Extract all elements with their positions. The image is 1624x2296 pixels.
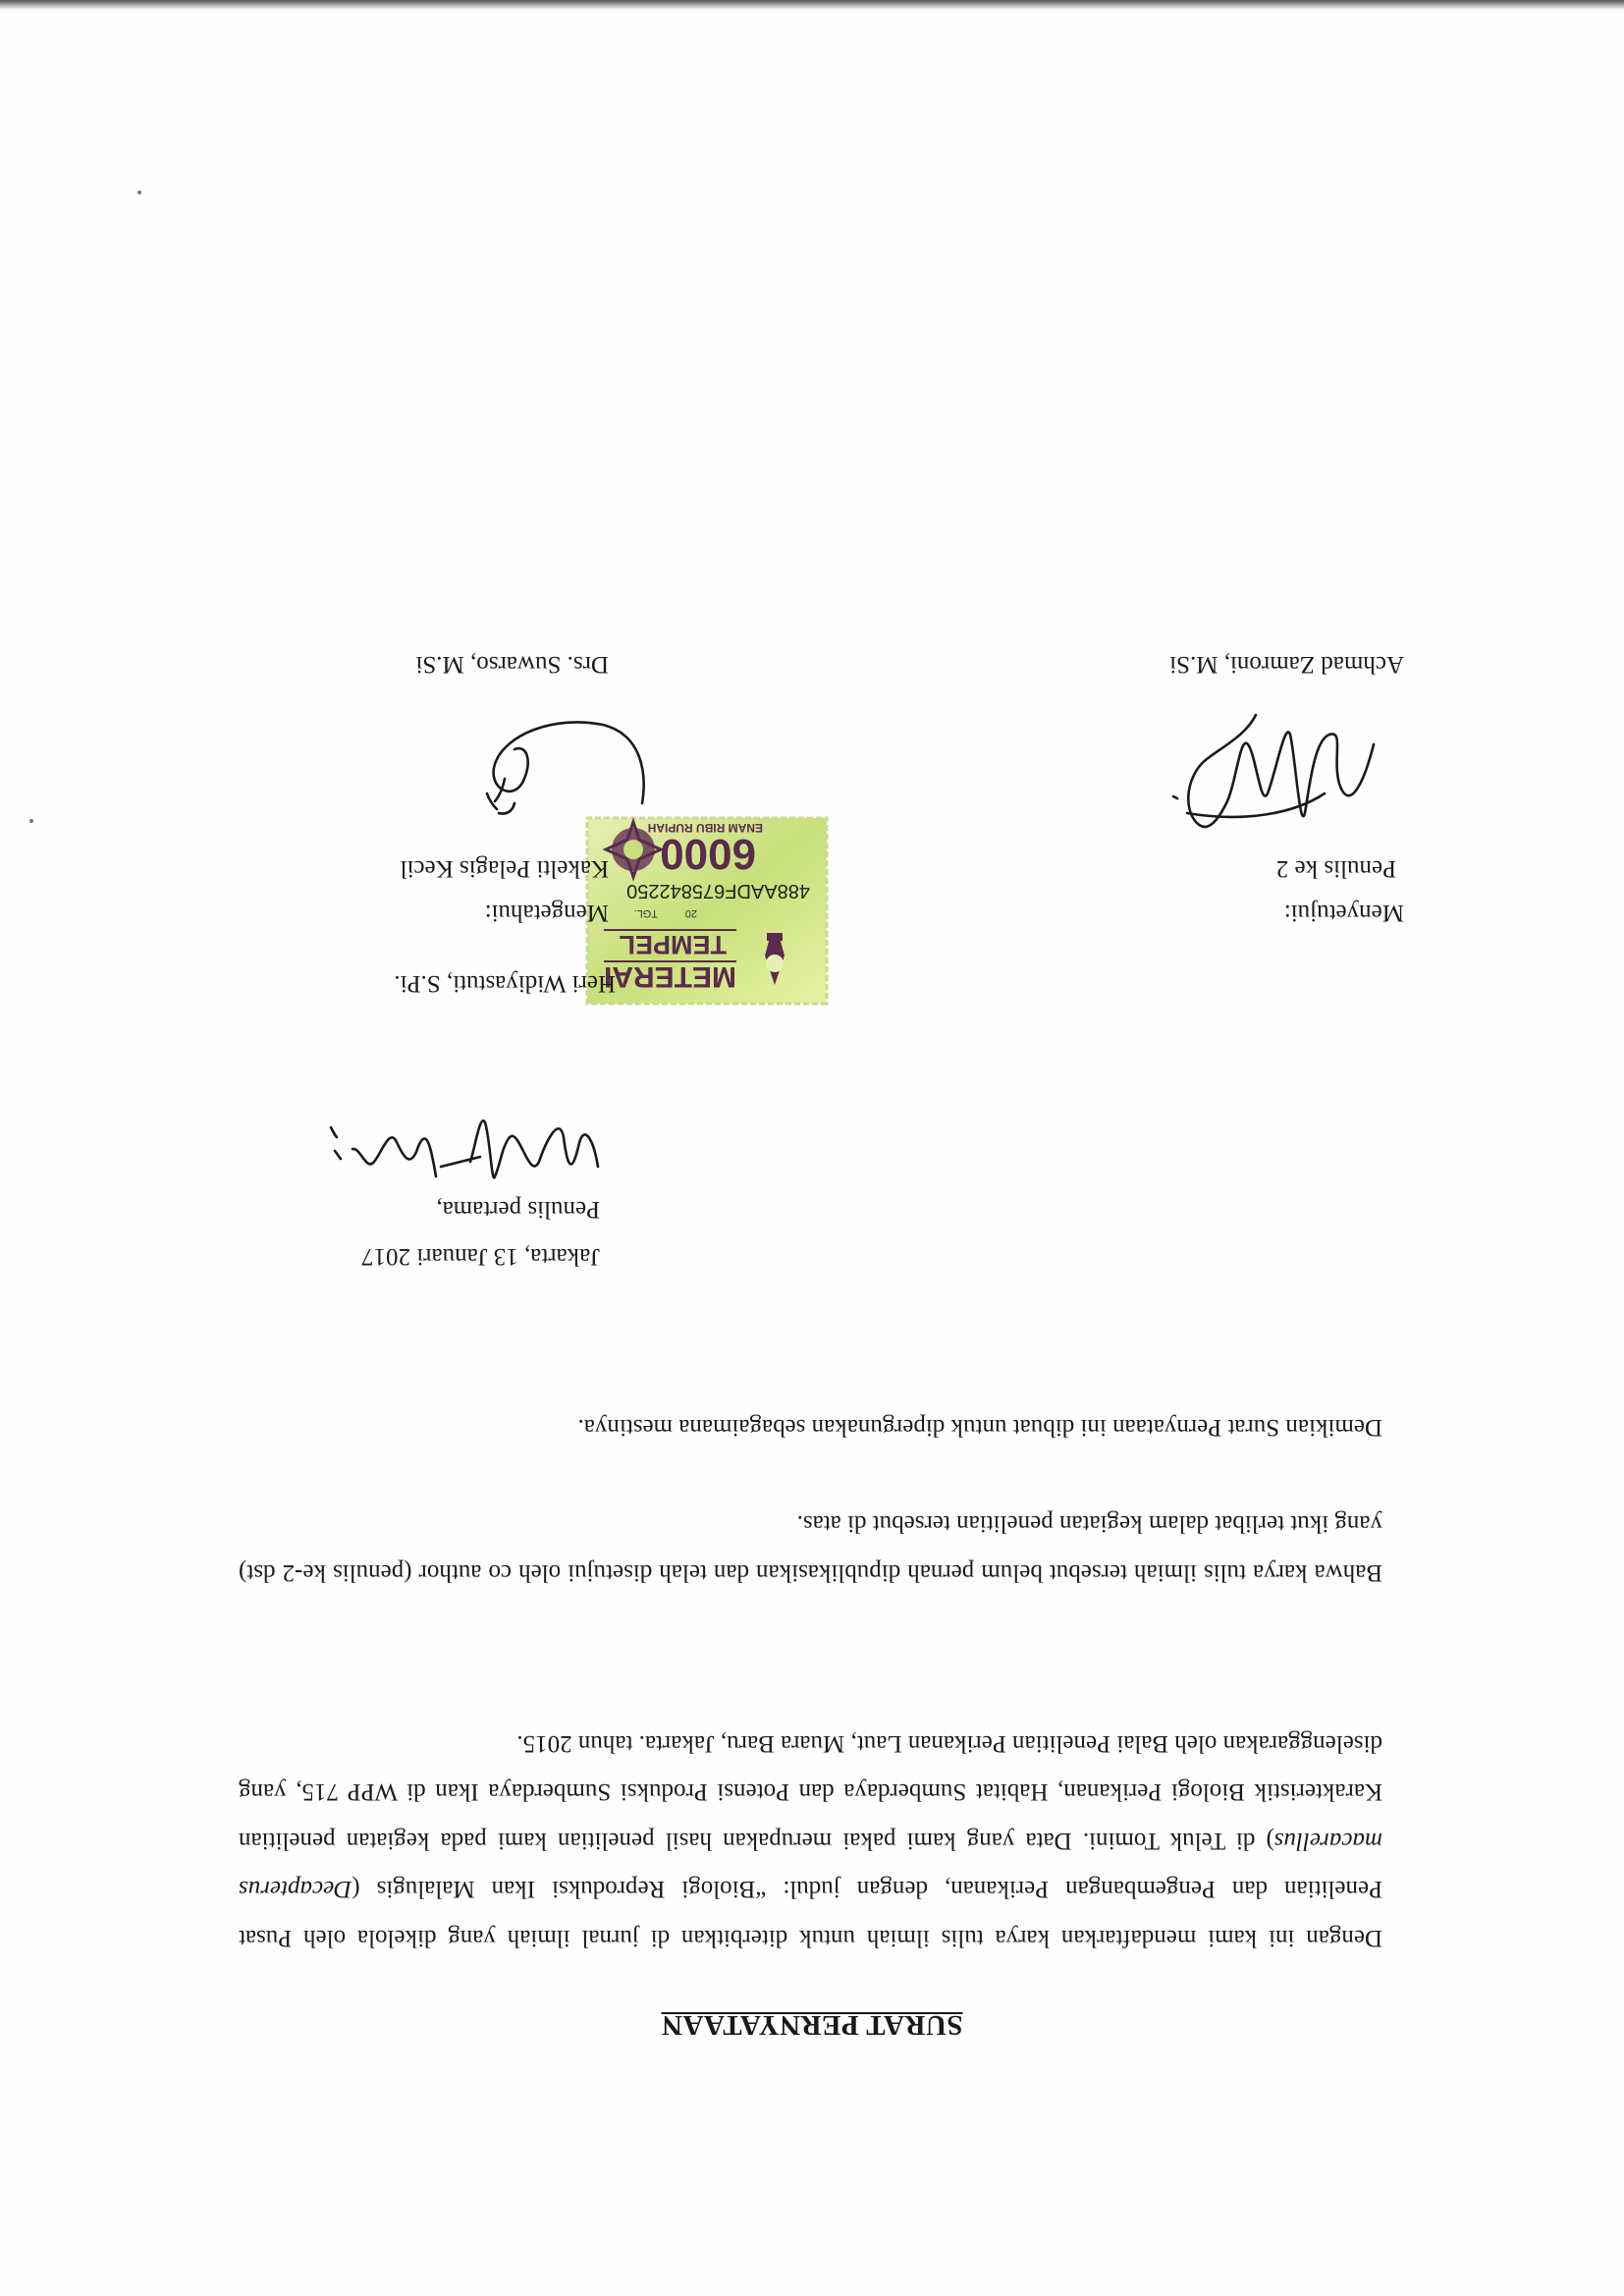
- paragraph-approval: Bahwa karya tulis ilmiah tersebut belum pernah dipublikasikan dan telah disetujui oleh co author (penulis ke-2 dst) yang ikut terlibat dalam kegiatan penelitian tersebut di atas.: [239, 1510, 1382, 1586]
- species-name: Decapterus macarellus: [239, 1828, 1382, 1903]
- scan-edge-shadow: [0, 0, 1624, 10]
- paragraph-registration: [239, 1720, 1382, 1963]
- first-author-label: Penulis pertama,: [436, 1196, 600, 1223]
- document-title: SURAT PERNYATAAN: [661, 2009, 963, 2041]
- second-author-label: Penulis ke 2: [1275, 855, 1396, 882]
- scan-speck: [29, 819, 33, 823]
- stamp-value: 6000: [660, 830, 756, 878]
- second-author-name: Achmad Zamroni, M.Si: [1169, 651, 1404, 678]
- paragraph-text: Dengan ini kami mendaftarkan karya tulis ilmiah untuk diterbitkan di jurnal ilmiah yang dikelola oleh Pusat Penelitian dan Pengembangan Perikanan, dengan judul: “Biologi Reproduksi Ikan Malalugis (: [239, 1876, 1382, 1951]
- stamp-tgl-label: TGL.: [633, 907, 658, 919]
- acknowledged-label: Mengetahui:: [484, 900, 609, 926]
- stamp-line2: TEMPEL: [619, 930, 727, 959]
- paragraph-closing: Demikian Surat Pernyataan ini dibuat untuk dipergunakan sebagaimana mestinya.: [577, 1414, 1382, 1441]
- first-author-name: Heri Widiyastuti, S.Pi.: [394, 970, 616, 997]
- stamp-value-text: ENAM RIBU RUPIAH: [647, 821, 763, 835]
- second-author-signature: [1158, 695, 1383, 852]
- revenue-stamp: [584, 815, 830, 1007]
- stamp-tgl-value: 20: [684, 907, 697, 919]
- head-name: Drs. Suwarso, M.Si: [415, 651, 609, 678]
- stamp-line1: METERAI: [604, 960, 736, 993]
- head-label: Kakelti Pelagis Kecil: [400, 855, 609, 882]
- approved-label: Menyetujui:: [1283, 900, 1404, 926]
- scan-speck: [137, 191, 141, 194]
- first-author-signature: [323, 1088, 618, 1206]
- stamp-serial: 488AADF675842250: [626, 880, 810, 902]
- head-signature: [465, 705, 662, 823]
- document-date: Jakarta, 13 Januari 2017: [361, 1243, 600, 1270]
- paragraph-text: ) di Teluk Tomini. Data yang kami pakai merupakan hasil penelitian kami pada kegiatan penelitian Karakteristik Biologi Perikanan, Habitat Sumberdaya dan Potensi Produksi Sumberdaya Ikan di WPP 715, yang diselenggarakan oleh Balai Penelitian Perikanan Laut, Muara Baru, Jakarta. tahun 2015.: [239, 1730, 1382, 1854]
